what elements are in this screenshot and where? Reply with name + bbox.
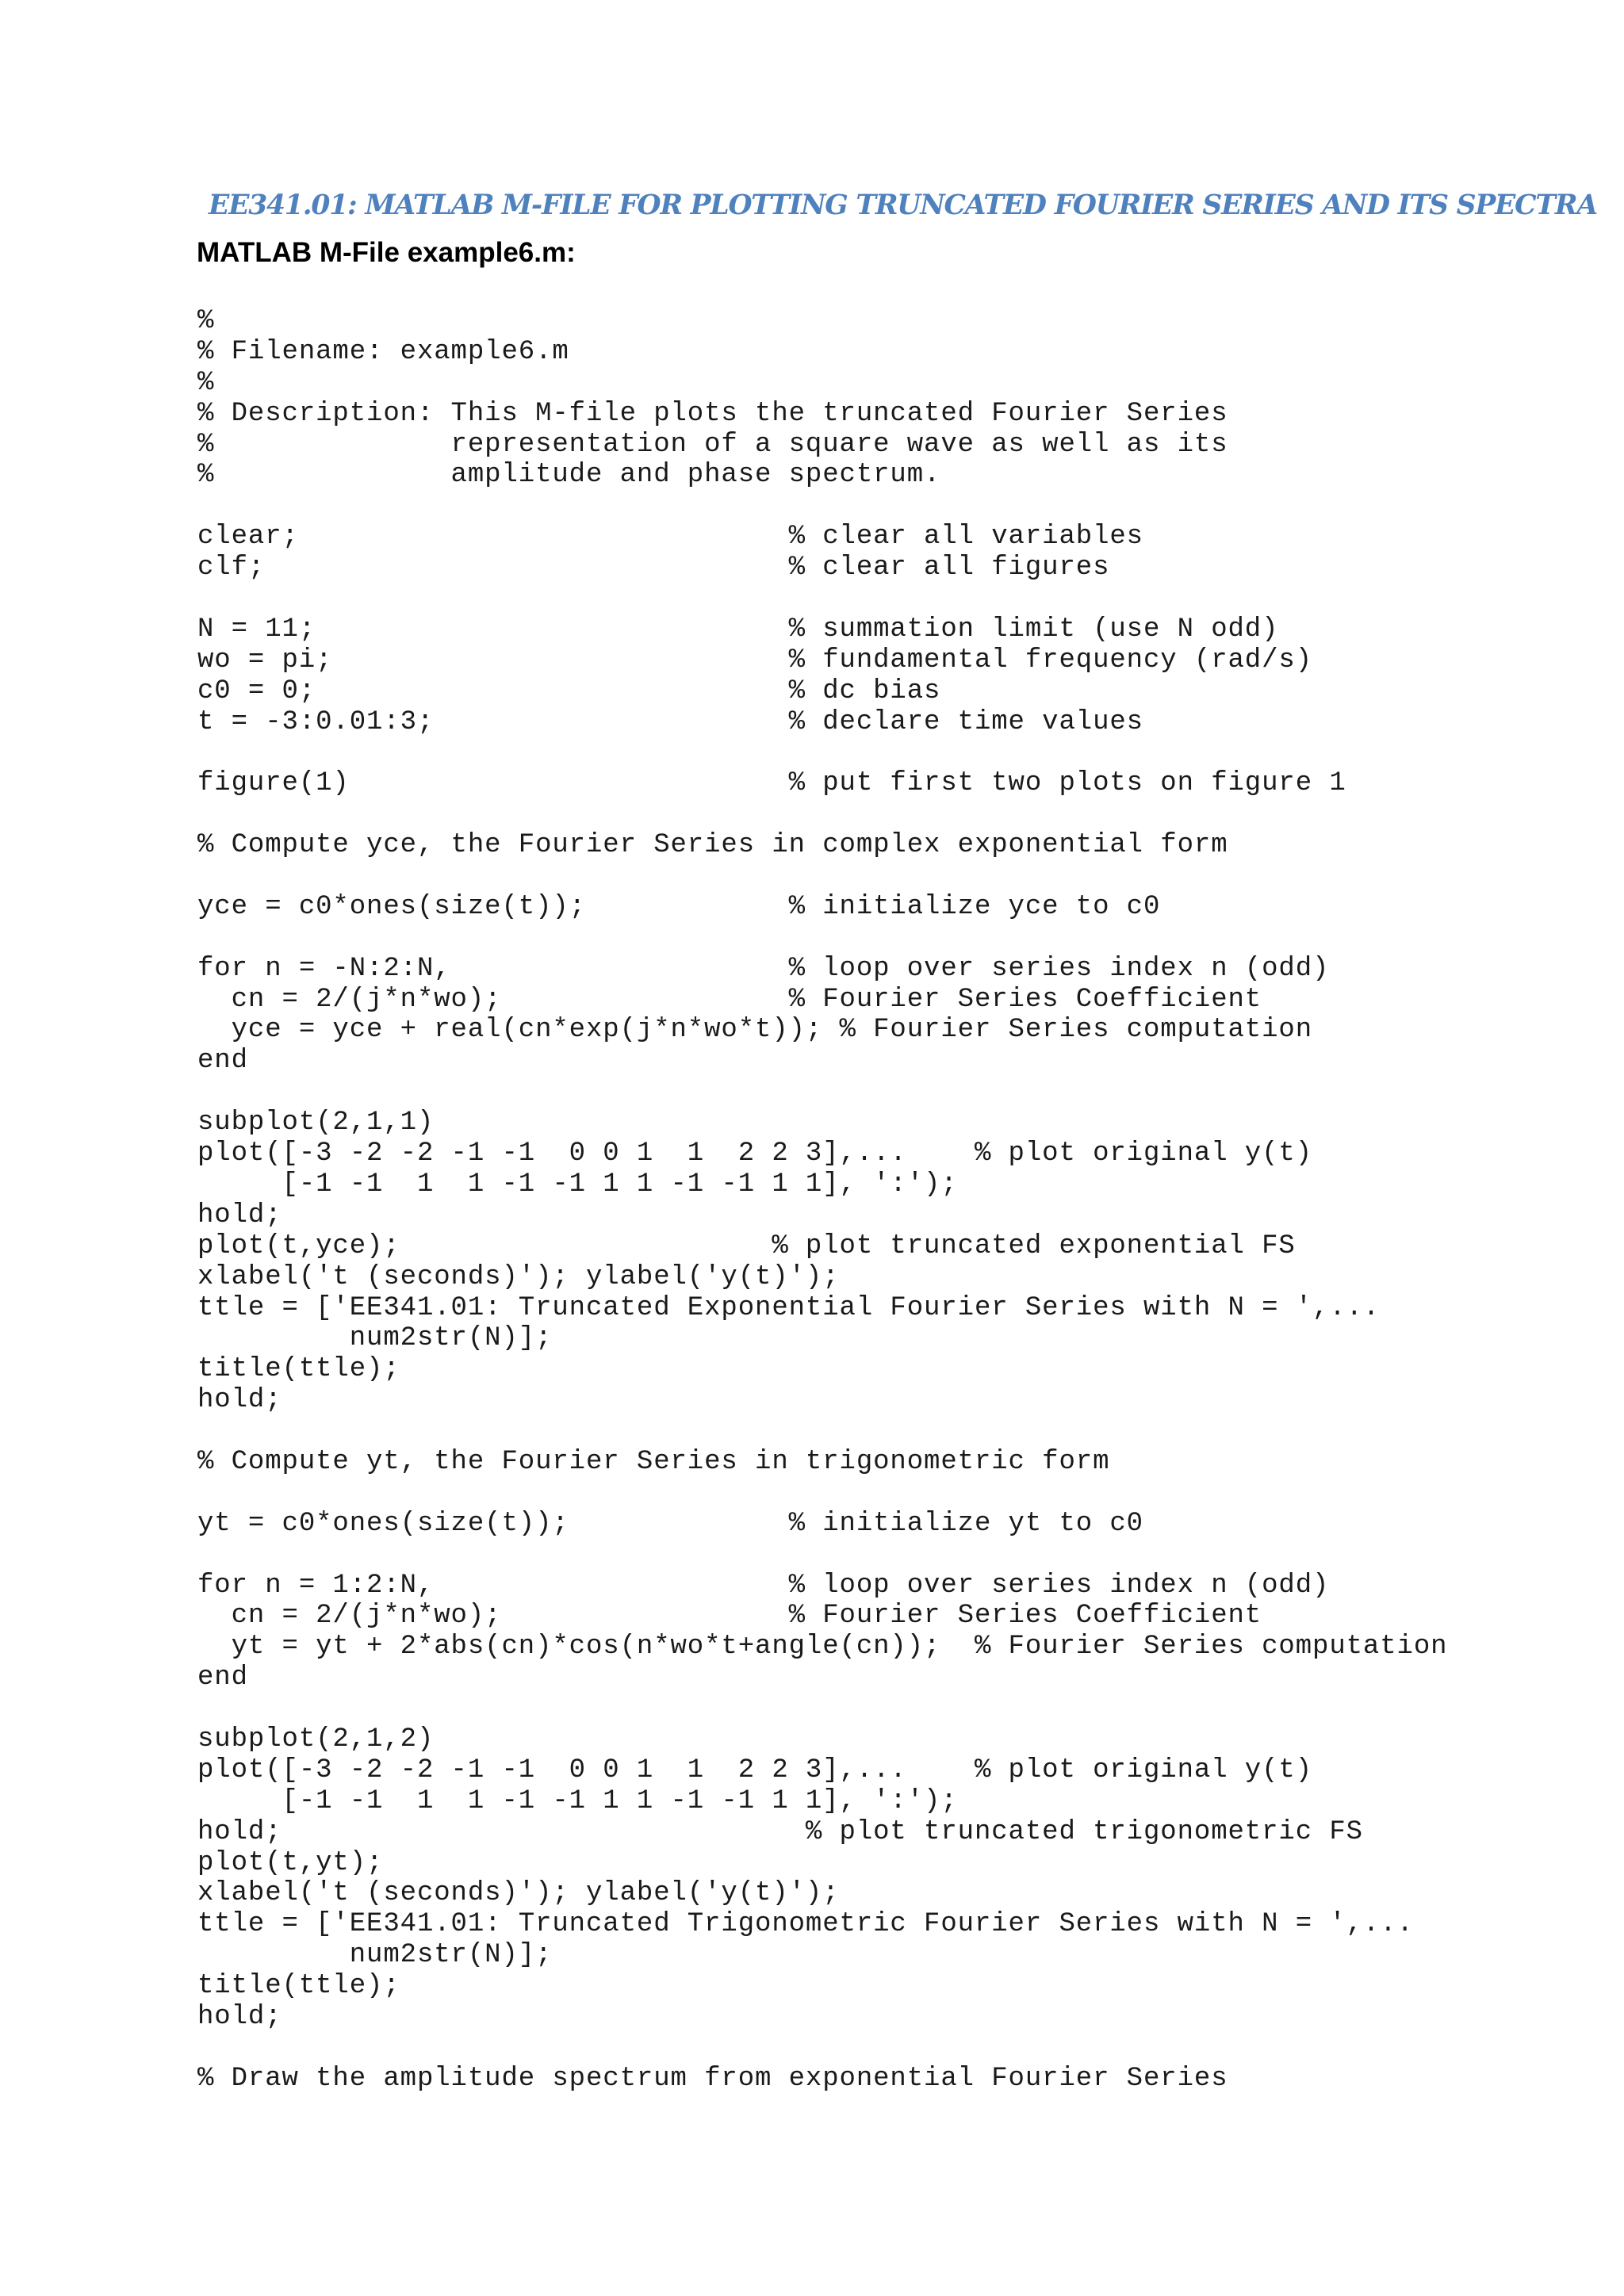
code-line: yce = yce + real(cn*exp(j*n*wo*t)); % Fourier Series computation (197, 1015, 1313, 1046)
code-line: xlabel('t (seconds)'); ylabel('y(t)'); (197, 1261, 840, 1292)
document-subtitle: MATLAB M-File example6.m: (197, 237, 576, 268)
code-line: ttle = ['EE341.01: Truncated Exponential Fourier Series with N = ',... (197, 1292, 1381, 1323)
code-line: hold; % plot truncated trigonometric FS (197, 1816, 1363, 1847)
code-line: % Draw the amplitude spectrum from exponential Fourier Series (197, 2063, 1228, 2094)
code-line (197, 737, 1447, 768)
code-line: hold; (197, 1200, 282, 1230)
code-line: % (197, 367, 215, 398)
code-line (197, 584, 1447, 614)
code-line: % Compute yce, the Fourier Series in complex exponential form (197, 830, 1228, 861)
code-line: for n = -N:2:N, % loop over series index n (odd) (197, 953, 1330, 984)
code-line: end (197, 1046, 248, 1077)
code-line: plot([-3 -2 -2 -1 -1 0 0 1 1 2 2 3],... % plot original y(t) (197, 1755, 1313, 1785)
code-line: hold; (197, 2001, 282, 2032)
code-line: ttle = ['EE341.01: Truncated Trigonometric Fourier Series with N = ',... (197, 1909, 1414, 1940)
code-line (197, 799, 1447, 830)
code-line: figure(1) % put first two plots on figure 1 (197, 768, 1346, 799)
code-line (197, 861, 1447, 892)
code-line: plot([-3 -2 -2 -1 -1 0 0 1 1 2 2 3],... % plot original y(t) (197, 1138, 1313, 1169)
code-line: c0 = 0; % dc bias (197, 675, 941, 706)
code-line: % Filename: example6.m (197, 336, 569, 367)
code-line: % (197, 306, 215, 336)
code-line (197, 1693, 1447, 1724)
code-line: xlabel('t (seconds)'); ylabel('y(t)'); (197, 1878, 840, 1909)
code-line: clear; % clear all variables (197, 522, 1143, 553)
code-line: yce = c0*ones(size(t)); % initialize yce to c0 (197, 891, 1161, 922)
code-line: end (197, 1663, 248, 1693)
code-line: % representation of a square wave as well as its (197, 429, 1228, 460)
code-line: subplot(2,1,1) (197, 1108, 435, 1138)
code-line: cn = 2/(j*n*wo); % Fourier Series Coefficient (197, 1601, 1262, 1632)
document-title: EE341.01: MATLAB M-FILE FOR PLOTTING TRUNCATED FOURIER SERIES AND ITS SPECTRA (209, 189, 1597, 221)
code-line: [-1 -1 1 1 -1 -1 1 1 -1 -1 1 1], ':'); (197, 1785, 958, 1816)
code-line: yt = c0*ones(size(t)); % initialize yt to c0 (197, 1508, 1143, 1539)
code-line: subplot(2,1,2) (197, 1724, 435, 1755)
code-line (197, 491, 1447, 522)
code-line: title(ttle); (197, 1354, 400, 1385)
code-line: hold; (197, 1385, 282, 1416)
code-line (197, 2033, 1447, 2064)
code-line: cn = 2/(j*n*wo); % Fourier Series Coefficient (197, 984, 1262, 1015)
code-line: for n = 1:2:N, % loop over series index n (odd) (197, 1570, 1330, 1601)
code-line: [-1 -1 1 1 -1 -1 1 1 -1 -1 1 1], ':'); (197, 1169, 958, 1200)
code-listing (197, 306, 1447, 2095)
code-line (197, 1077, 1447, 1108)
code-line: plot(t,yt); (197, 1847, 384, 1878)
code-line (197, 923, 1447, 954)
code-line: title(ttle); (197, 1971, 400, 2002)
code-line (197, 1416, 1447, 1447)
code-line: yt = yt + 2*abs(cn)*cos(n*wo*t+angle(cn)); % Fourier Series computation (197, 1632, 1448, 1663)
code-line: num2str(N)]; (197, 1323, 553, 1354)
code-line: % amplitude and phase spectrum. (197, 460, 941, 491)
code-line: wo = pi; % fundamental frequency (rad/s) (197, 645, 1313, 675)
code-line: plot(t,yce); % plot truncated exponential FS (197, 1230, 1296, 1261)
code-line: N = 11; % summation limit (use N odd) (197, 614, 1279, 645)
code-line: % Description: This M-file plots the truncated Fourier Series (197, 398, 1228, 429)
code-line (197, 1540, 1447, 1571)
code-line: % Compute yt, the Fourier Series in trigonometric form (197, 1446, 1110, 1477)
code-line: clf; % clear all figures (197, 553, 1110, 584)
code-line: num2str(N)]; (197, 1940, 553, 1971)
code-line (197, 1478, 1447, 1509)
code-line: t = -3:0.01:3; % declare time values (197, 706, 1143, 737)
